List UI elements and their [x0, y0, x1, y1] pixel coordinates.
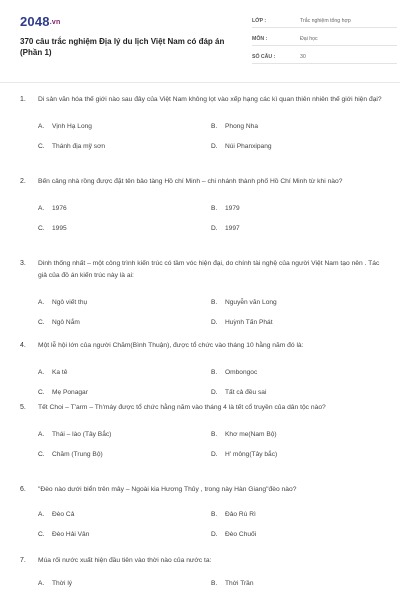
- meta-value: Trắc nghiệm tổng hợp: [300, 17, 351, 24]
- option-text: Nguyễn văn Long: [225, 298, 277, 306]
- answer-option[interactable]: [211, 431, 384, 438]
- question-item: [20, 402, 385, 464]
- option-letter: A.: [38, 204, 45, 212]
- option-letter: B.: [211, 510, 218, 518]
- option-text: Ombongoc: [225, 368, 258, 376]
- meta-value: Đại học: [300, 35, 318, 42]
- option-letter: A.: [38, 368, 45, 376]
- document-title: 370 câu trắc nghiệm Địa lý du lịch Việt Nam có đáp án (Phần 1): [20, 37, 225, 57]
- option-text: Ngô Nắm: [52, 318, 80, 326]
- option-letter: D.: [211, 450, 218, 458]
- option-letter: A.: [38, 430, 45, 438]
- option-letter: C.: [38, 318, 45, 326]
- option-text: Đảo Rù Rì: [225, 510, 256, 518]
- answer-option[interactable]: [211, 451, 384, 458]
- option-letter: D.: [211, 318, 218, 326]
- option-letter: D.: [211, 224, 218, 232]
- option-letter: C.: [38, 388, 45, 396]
- document-meta: [252, 14, 397, 68]
- meta-key: LỚP :: [252, 17, 267, 24]
- meta-row-subject: [252, 32, 397, 46]
- meta-row-count: [252, 50, 397, 64]
- option-text: Vịnh Hạ Long: [52, 122, 92, 130]
- answer-option[interactable]: [38, 531, 211, 538]
- site-logo[interactable]: [20, 14, 60, 29]
- option-text: Mẹ Ponagar: [52, 388, 88, 396]
- answer-option[interactable]: [38, 451, 211, 458]
- answer-option[interactable]: [38, 225, 211, 232]
- answer-options: [38, 573, 385, 593]
- option-text: Đèo Hải Vân: [52, 530, 90, 538]
- answer-option[interactable]: [211, 580, 384, 587]
- option-text: Ngô viết thụ: [52, 298, 88, 306]
- option-text: 1995: [52, 224, 67, 232]
- answer-option[interactable]: [38, 143, 211, 150]
- question-item: [20, 484, 385, 544]
- answer-options: [38, 292, 385, 332]
- option-text: Khơ me(Nam Bộ): [225, 430, 277, 438]
- option-letter: A.: [38, 298, 45, 306]
- question-text: Tết Choi – T'arm – Th'máy được tổ chức hằng năm vào tháng 4 là tết cổ truyền của dân tộc nào?: [38, 404, 326, 411]
- answer-options: [38, 424, 385, 464]
- meta-value: 30: [300, 53, 306, 60]
- question-item: [20, 555, 385, 593]
- option-letter: B.: [211, 298, 218, 306]
- option-letter: A.: [38, 579, 45, 587]
- answer-option[interactable]: [211, 389, 384, 396]
- meta-row-class: [252, 14, 397, 28]
- answer-option[interactable]: [38, 369, 211, 376]
- answer-option[interactable]: [211, 511, 384, 518]
- question-item: [20, 176, 385, 238]
- answer-option[interactable]: [38, 299, 211, 306]
- option-text: Đèo Cả: [52, 510, 75, 518]
- question-number: 6.: [20, 486, 26, 493]
- question-text: Di sản văn hóa thế giới nào sau đây của Việt Nam không lọt vào xếp hạng các kì quan thiên nhiên thế giới hiện đại?: [38, 96, 382, 103]
- option-text: Phong Nha: [225, 122, 258, 130]
- logo-domain: .vn: [49, 19, 61, 27]
- answer-option[interactable]: [211, 369, 384, 376]
- answer-option[interactable]: [211, 123, 384, 130]
- question-item: [20, 340, 385, 402]
- option-text: Thời lý: [52, 579, 73, 587]
- option-text: H' mông(Tây bắc): [225, 450, 278, 458]
- meta-key: SỐ CÂU :: [252, 53, 276, 60]
- question-number: 1.: [20, 96, 26, 103]
- question-number: 7.: [20, 557, 26, 564]
- question-number: 4.: [20, 342, 26, 349]
- option-letter: B.: [211, 204, 218, 212]
- option-letter: C.: [38, 450, 45, 458]
- option-text: Chăm (Trung Bộ): [52, 450, 103, 458]
- option-text: Thánh địa mỹ sơn: [52, 142, 106, 150]
- option-text: 1976: [52, 204, 67, 212]
- option-text: Tất cả đều sai: [225, 388, 267, 396]
- document-header: [20, 12, 385, 74]
- answer-option[interactable]: [211, 225, 384, 232]
- answer-option[interactable]: [38, 389, 211, 396]
- option-letter: D.: [211, 530, 218, 538]
- option-letter: A.: [38, 510, 45, 518]
- answer-option[interactable]: [38, 580, 211, 587]
- header-divider: [0, 82, 400, 83]
- option-letter: C.: [38, 530, 45, 538]
- option-letter: C.: [38, 142, 45, 150]
- answer-option[interactable]: [211, 143, 384, 150]
- option-text: Ka tê: [52, 368, 68, 376]
- question-text: Bến cảng nhà rồng được đặt tên bảo tàng Hồ chí Minh – chi nhánh thành phố Hồ Chí Minh từ khi nào?: [38, 178, 343, 185]
- meta-key: MÔN :: [252, 35, 268, 42]
- option-text: 1979: [225, 204, 240, 212]
- question-item: [20, 94, 385, 156]
- question-text: Dinh thống nhất – một công trình kiến trúc có tầm vóc hiện đại, do chính tài nghệ của người Việt Nam tạo nên . Tác giả của đồ án kiến trúc này là ai:: [38, 260, 380, 279]
- option-letter: B.: [211, 122, 218, 130]
- answer-options: [38, 116, 385, 156]
- answer-option[interactable]: [211, 319, 384, 326]
- question-text: "Đèo nào dưới biển trên mây – Ngoài kia Hương Thủy , trong này Hàn Giang"đèo nào?: [38, 486, 297, 493]
- option-text: Huỳnh Tấn Phát: [225, 318, 273, 326]
- answer-option[interactable]: [38, 319, 211, 326]
- answer-option[interactable]: [38, 205, 211, 212]
- question-number: 5.: [20, 404, 26, 411]
- answer-option[interactable]: [211, 531, 384, 538]
- answer-option[interactable]: [38, 511, 211, 518]
- option-letter: B.: [211, 368, 218, 376]
- logo-number: 2048: [20, 14, 50, 29]
- option-text: Thái – lào (Tây Bắc): [52, 430, 112, 438]
- option-letter: C.: [38, 224, 45, 232]
- question-text: Múa rối nước xuất hiện đầu tiên vào thời nào của nước ta:: [38, 557, 212, 564]
- option-text: 1997: [225, 224, 240, 232]
- option-letter: B.: [211, 579, 218, 587]
- answer-option[interactable]: [211, 205, 384, 212]
- option-letter: D.: [211, 388, 218, 396]
- answer-option[interactable]: [38, 123, 211, 130]
- answer-option[interactable]: [38, 431, 211, 438]
- answer-option[interactable]: [211, 299, 384, 306]
- answer-options: [38, 504, 385, 544]
- answer-options: [38, 362, 385, 402]
- question-number: 3.: [20, 260, 26, 267]
- option-text: Thời Trần: [225, 579, 254, 587]
- answer-options: [38, 198, 385, 238]
- question-item: [20, 258, 385, 332]
- question-number: 2.: [20, 178, 26, 185]
- option-text: Núi Phanxipang: [225, 142, 272, 150]
- option-letter: D.: [211, 142, 218, 150]
- option-letter: B.: [211, 430, 218, 438]
- question-text: Một lễ hội lớn của người Chăm(Bình Thuận), được tổ chức vào tháng 10 hằng năm đó là:: [38, 342, 304, 349]
- option-letter: A.: [38, 122, 45, 130]
- option-text: Đèo Chuối: [225, 530, 257, 538]
